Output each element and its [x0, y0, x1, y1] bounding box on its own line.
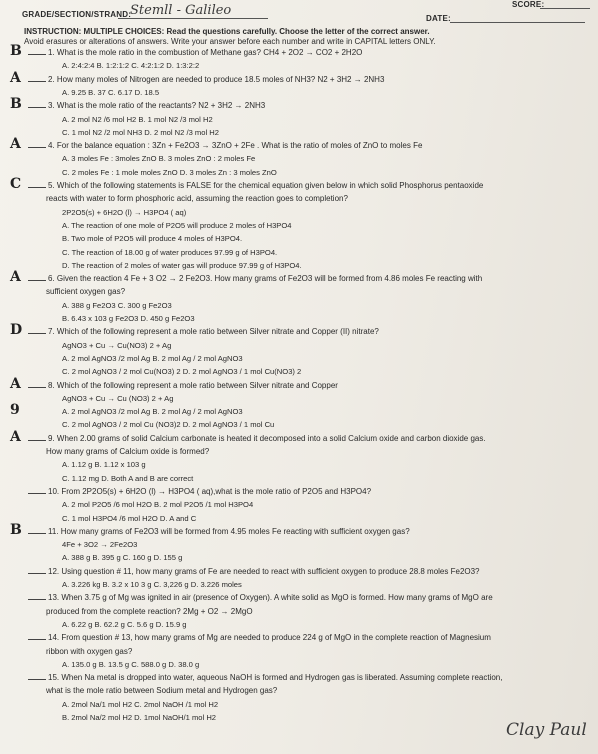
line-text: 3. What is the mole ratio of the reactants? N2 + 3H2 → 2NH3	[48, 101, 266, 111]
answer-option	[62, 713, 216, 722]
line-text: A. 2mol Na/1 mol H2 C. 2mol NaOH /1 mol H2	[62, 699, 219, 709]
date-label: DATE:	[426, 14, 451, 23]
answer-mark: A	[10, 428, 21, 445]
question-text	[28, 593, 493, 602]
line-text: 15. When Na metal is dropped into water, aqueous NaOH is formed and Hydrogen gas is liberated. Assuming complete reaction,	[48, 673, 503, 683]
answer-blank	[28, 527, 46, 534]
line-text: 1. What is the mole ratio in the combustion of Methane gas? CH4 + 2O2 → CO2 + 2H2O	[48, 48, 363, 57]
answer-option	[62, 620, 187, 629]
line-text: 14. From question # 13, how many grams of Mg are needed to produce 224 g of MgO in the complete reaction of Magnesium	[48, 633, 491, 643]
answer-option	[62, 354, 243, 363]
question-text	[28, 141, 422, 150]
question-text	[28, 434, 486, 443]
answer-mark: B	[10, 96, 22, 113]
answer-blank	[28, 181, 46, 188]
answer-mark: C	[10, 176, 22, 192]
instruction-line-1: INSTRUCTION: MULTIPLE CHOICES: Read the questions carefully. Choose the letter of the correct answer.	[24, 27, 430, 36]
answer-mark: A	[10, 69, 21, 86]
question-list	[6, 43, 596, 738]
question-text	[46, 686, 277, 695]
answer-option	[62, 367, 301, 376]
question-text	[28, 181, 483, 190]
question-text	[28, 101, 265, 110]
answer-blank	[28, 101, 46, 108]
question-text	[28, 527, 410, 536]
answer-mark: A	[10, 375, 21, 392]
line-text: 2P2O5(s) + 6H2O (l) → H3PO4 ( aq)	[62, 207, 187, 217]
score-label: SCORE:	[512, 0, 545, 9]
line-text: C. 1.12 mg D. Both A and B are correct	[62, 473, 194, 483]
line-text: sufficient oxygen gas?	[46, 287, 126, 297]
answer-blank	[28, 487, 46, 494]
line-text: 13. When 3.75 g of Mg was ignited in air (presence of Oxygen). A white solid as MgO is formed. How many grams of MgO are	[48, 593, 493, 603]
answer-option	[62, 420, 274, 429]
answer-blank	[28, 567, 46, 574]
line-text: A. 3 moles Fe : 3moles ZnO B. 3 moles ZnO : 2 moles Fe	[62, 154, 256, 164]
line-text: A. 2 mol N2 /6 mol H2 B. 1 mol N2 /3 mol H2	[62, 114, 213, 124]
answer-option	[62, 248, 277, 257]
line-text: How many grams of Calcium oxide is formed?	[46, 447, 210, 456]
line-text: A. 2:4:2:4 B. 1:2:1:2 C. 4:2:1:2 D. 1:3:2:2	[62, 61, 200, 71]
question-text	[28, 48, 362, 57]
answer-blank	[28, 75, 46, 82]
line-text: 5. Which of the following statements is FALSE for the chemical equation given below in which solid Phosphorus pentaoxide	[48, 181, 484, 190]
question-text	[28, 487, 371, 496]
answer-mark: 9	[10, 402, 20, 419]
answer-option	[62, 660, 199, 669]
answer-option	[62, 341, 171, 350]
line-text: A. 388 g Fe2O3 C. 300 g Fe2O3	[62, 300, 172, 310]
answer-blank	[28, 381, 46, 388]
line-text: B. 2mol Na/2 mol H2 D. 1mol NaOH/1 mol H2	[62, 713, 217, 722]
student-signature: Clay Paul	[506, 720, 587, 740]
line-text: D. The reaction of 2 moles of water gas will produce 97.99 g of H3PO4.	[62, 260, 302, 270]
line-text: A. The reaction of one mole of P2O5 will produce 2 moles of H3PO4	[62, 220, 292, 230]
answer-blank	[28, 141, 46, 148]
line-text: produced from the complete reaction? 2Mg + O2 → 2MgO	[46, 606, 253, 616]
answer-option	[62, 540, 137, 549]
answer-blank	[28, 673, 46, 680]
line-text: 10. From 2P2O5(s) + 6H2O (l) → H3PO4 ( aq),what is the mole ratio of P2O5 and H3PO4?	[48, 486, 372, 496]
answer-option	[62, 460, 146, 469]
answer-option	[62, 700, 218, 709]
instruction-line-2: Avoid erasures or alterations of answers. Write your answer before each number and write in CAPITAL letters ONLY.	[24, 37, 436, 46]
answer-option	[62, 407, 243, 416]
answer-option	[62, 314, 195, 323]
answer-option	[62, 168, 277, 177]
answer-mark: A	[10, 269, 21, 286]
answer-mark: B	[10, 521, 22, 538]
line-text: A. 3.226 kg B. 3.2 x 10 3 g C. 3,226 g D. 3.226 moles	[62, 580, 242, 589]
line-text: C. 2 mol AgNO3 / 2 mol Cu(NO3) 2 D. 2 mol AgNO3 / 1 mol Cu(NO3) 2	[62, 367, 302, 377]
question-text	[28, 567, 480, 576]
answer-option	[62, 88, 159, 97]
line-text: 11. How many grams of Fe2O3 will be formed from 4.95 moles Fe reacting with sufficient oxygen gas?	[48, 526, 410, 536]
line-text: C. 1 mol H3PO4 /6 mol H2O D. A and C	[62, 513, 197, 523]
answer-option	[62, 301, 172, 310]
line-text: what is the mole ratio between Sodium metal and Hydrogen gas?	[46, 686, 278, 696]
answer-option	[62, 115, 213, 124]
line-text: A. 6.22 g B. 62.2 g C. 5.6 g D. 15.9 g	[62, 619, 187, 629]
line-text: A. 2 mol AgNO3 /2 mol Ag B. 2 mol Ag / 2 mol AgNO3	[62, 353, 243, 363]
line-text: A. 9.25 B. 37 C. 6.17 D. 18.5	[62, 87, 160, 97]
line-text: AgNO3 + Cu → Cu (NO3) 2 + Ag	[62, 393, 174, 403]
line-text: reacts with water to form phosphoric acid, assuming the reaction goes to completion?	[46, 194, 348, 204]
answer-option	[62, 208, 186, 217]
question-text	[28, 274, 482, 283]
answer-blank	[28, 48, 46, 55]
answer-option	[62, 221, 291, 230]
line-text: 4Fe + 3O2 → 2Fe2O3	[62, 540, 138, 550]
question-text	[28, 633, 491, 642]
question-text	[28, 75, 384, 84]
question-text	[46, 647, 132, 656]
grade-line	[118, 18, 268, 19]
answer-option	[62, 394, 173, 403]
answer-option	[62, 261, 302, 270]
question-text	[28, 673, 502, 682]
line-text: B. Two mole of P2O5 will produce 4 moles of H3PO4.	[62, 234, 243, 244]
answer-option	[62, 553, 182, 562]
question-text	[46, 607, 253, 616]
answer-blank	[28, 274, 46, 281]
date-line	[450, 22, 585, 23]
line-text: B. 6.43 x 103 g Fe2O3 D. 450 g Fe2O3	[62, 314, 195, 323]
line-text: C. 2 moles Fe : 1 mole moles ZnO D. 3 moles Zn : 3 moles ZnO	[62, 167, 277, 177]
line-text: A. 135.0 g B. 13.5 g C. 588.0 g D. 38.0 g	[62, 659, 200, 669]
line-text: ribbon with oxygen gas?	[46, 646, 133, 656]
line-text: 4. For the balance equation : 3Zn + Fe2O3 → 3ZnO + 2Fe . What is the ratio of moles of ZnO to moles Fe	[48, 141, 423, 151]
question-text	[28, 327, 379, 336]
line-text: C. 2 mol AgNO3 / 2 mol Cu (NO3)2 D. 2 mol AgNO3 / 1 mol Cu	[62, 420, 275, 430]
answer-option	[62, 514, 196, 523]
answer-option	[62, 128, 219, 137]
line-text: A. 388 g B. 395 g C. 160 g D. 155 g	[62, 553, 183, 563]
answer-blank	[28, 327, 46, 334]
line-text: A. 2 mol AgNO3 /2 mol Ag B. 2 mol Ag / 2 mol AgNO3	[62, 407, 243, 417]
question-text	[46, 447, 209, 456]
line-text: 12. Using question # 11, how many grams of Fe are needed to react with sufficient oxygen to produce 28.8 moles Fe2O3?	[48, 566, 480, 576]
question-text	[28, 381, 338, 390]
line-text: AgNO3 + Cu → Cu(NO3) 2 + Ag	[62, 340, 172, 350]
line-text: 9. When 2.00 grams of solid Calcium carbonate is heated it decomposed into a solid Calcium oxide and carbon dioxide gas.	[48, 433, 486, 443]
answer-option	[62, 500, 253, 509]
line-text: 2. How many moles of Nitrogen are needed to produce 18.5 moles of NH3? N2 + 3H2 → 2NH3	[48, 74, 385, 84]
line-text: C. 1 mol N2 /2 mol NH3 D. 2 mol N2 /3 mol H2	[62, 127, 219, 137]
line-text: 7. Which of the following represent a mole ratio between Silver nitrate and Copper (II) nitrate?	[48, 327, 379, 337]
line-text: C. The reaction of 18.00 g of water produces 97.99 g of H3PO4.	[62, 247, 278, 257]
question-text	[46, 287, 125, 296]
answer-option	[62, 580, 242, 589]
answer-mark: A	[10, 136, 21, 153]
question-text	[46, 194, 348, 203]
answer-blank	[28, 434, 46, 441]
grade-section-value: Stemll - Galileo	[130, 3, 232, 18]
answer-option	[62, 234, 242, 243]
line-text: 6. Given the reaction 4 Fe + 3 O2 → 2 Fe2O3. How many grams of Fe2O3 will be formed from 4.86 moles Fe reacting with	[48, 274, 483, 284]
line-text: A. 1.12 g B. 1.12 x 103 g	[62, 460, 146, 470]
answer-option	[62, 474, 193, 483]
line-text: A. 2 mol P2O5 /6 mol H2O B. 2 mol P2O5 /1 mol H3PO4	[62, 500, 254, 510]
line-text: 8. Which of the following represent a mole ratio between Silver nitrate and Copper	[48, 380, 338, 390]
score-line	[540, 8, 590, 9]
answer-blank	[28, 633, 46, 640]
answer-option	[62, 154, 255, 163]
answer-option	[62, 61, 199, 70]
answer-blank	[28, 593, 46, 600]
answer-mark: D	[10, 322, 23, 339]
grade-section-label: GRADE/SECTION/STRAND:	[22, 10, 132, 19]
answer-mark: B	[10, 43, 22, 59]
